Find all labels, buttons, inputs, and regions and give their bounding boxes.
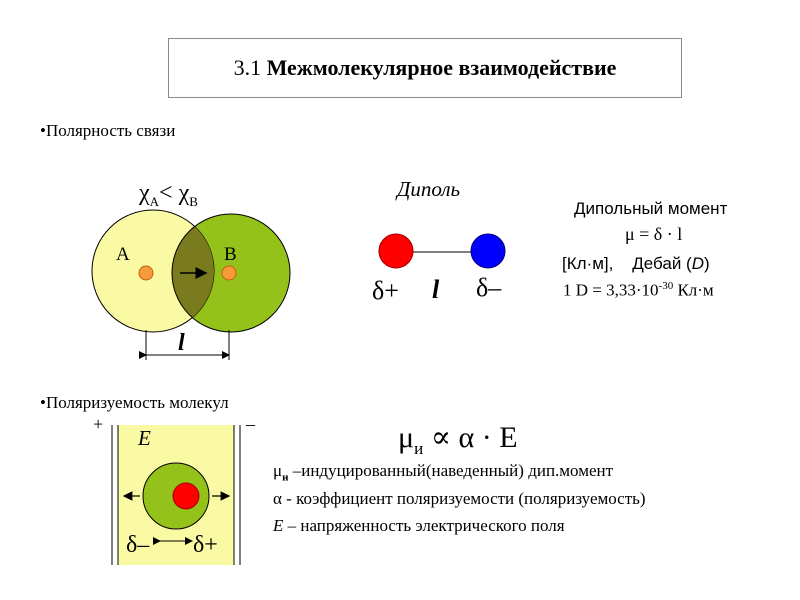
dipole-plus-ball [379,234,413,268]
dipole-moment-units: [Кл·м], Дебай (D) [562,254,710,273]
nucleus-b [222,266,236,280]
definition-induced-moment: $\mu_и$ –индуцированный(наведенный) дип.момент [273,461,614,484]
section-number: 3.1 [233,55,262,80]
dipole-minus-label: δ– [476,273,502,302]
induced-dipole-formula: $\mu_и \propto \alpha \cdot E$ [398,421,518,458]
atom-a-label: A [116,244,130,265]
plate-minus-sign: – [246,414,255,434]
dipole-moment-formula: μ = δ · l [625,224,683,244]
dipole-length-label: l [432,275,440,304]
bullet-polarizability: •Поляризуемость молекул [40,393,229,412]
polarized-delta-minus: δ– [126,532,150,558]
electronegativity-relation: $\chi_A< \chi_B$ [139,180,198,209]
section-title: Межмолекулярное взаимодействие [266,55,617,80]
nucleus-a [139,266,153,280]
plate-plus-sign: + [93,414,104,434]
dipole-minus-ball [471,234,505,268]
bond-length-label: l [178,330,185,356]
dipole-title: Диполь [397,177,461,201]
bullet-bond-polarity: •Полярность связи [40,121,176,140]
dipole-plus-label: δ+ [372,276,399,305]
definition-field-strength: E – напряженность электрического поля [273,516,565,535]
polarized-delta-plus: δ+ [193,532,218,558]
dipole-moment-title: Дипольный момент [574,199,728,218]
definition-polarizability: α - коэффициент поляризуемости (поляризуемость) [273,489,646,508]
shifted-nucleus [173,483,199,509]
field-label: E [138,426,151,450]
debye-conversion: 1 $D = 3,33\cdot 10^{-30}$ Кл·м [563,280,714,300]
atom-b-label: B [224,244,237,265]
